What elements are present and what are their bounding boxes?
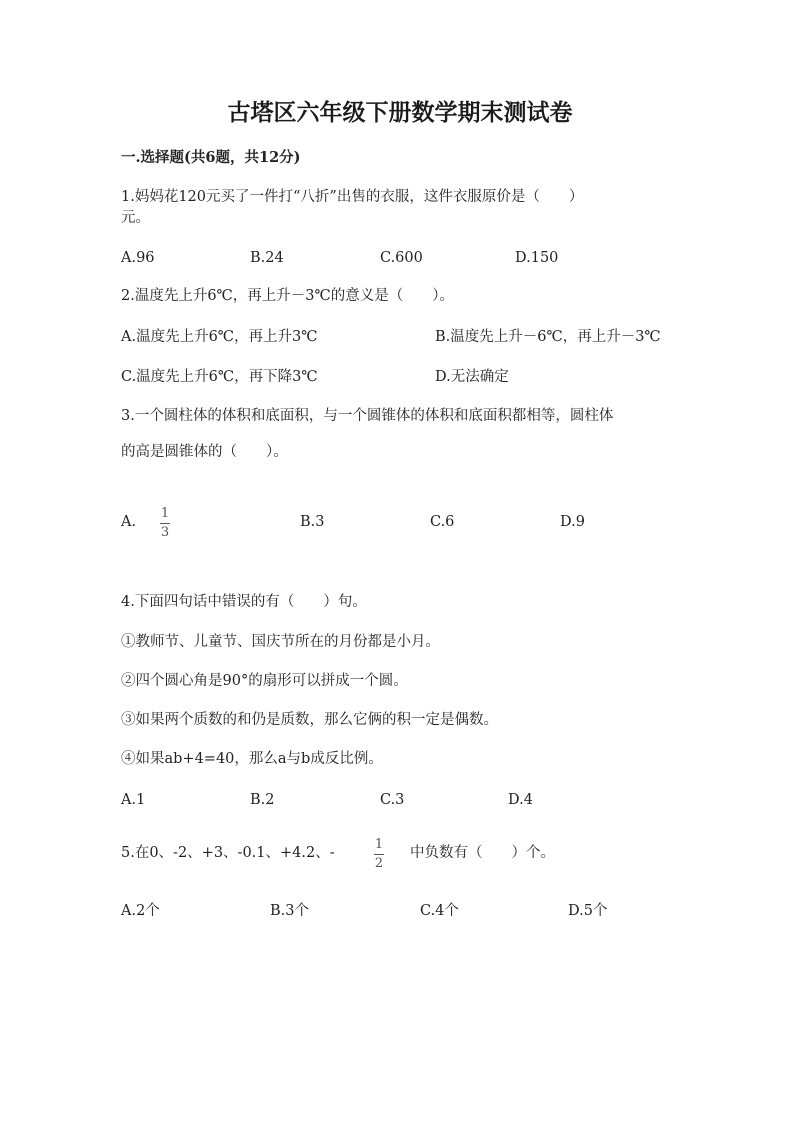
- question-3-stem-line-1: 3.一个圆柱体的体积和底面积，与一个圆锥体的体积和底面积都相等，圆柱体: [121, 408, 614, 424]
- question-4-statement-2: ②四个圆心角是90°的扇形可以拼成一个圆。: [121, 673, 408, 689]
- question-2-option-a[interactable]: A.温度先上升6℃，再上升3℃: [121, 329, 318, 345]
- question-3-stem-line-2: 的高是圆锥体的（ ）。: [121, 444, 288, 460]
- question-1-stem-line-1: 1.妈妈花120元买了一件打“八折”出售的衣服，这件衣服原价是（ ）: [121, 189, 584, 205]
- question-1-option-b[interactable]: B.24: [250, 250, 284, 266]
- fraction-numerator: 1: [160, 506, 170, 521]
- page-title: 古塔区六年级下册数学期末测试卷: [227, 99, 573, 126]
- question-5-option-a[interactable]: A.2个: [121, 903, 160, 919]
- question-4-option-b[interactable]: B.2: [250, 792, 275, 808]
- fraction-denominator: 3: [160, 525, 170, 540]
- question-5-option-d[interactable]: D.5个: [568, 903, 608, 919]
- question-1-stem-line-2: 元。: [121, 210, 150, 226]
- question-4-statement-4: ④如果ab+4=40，那么a与b成反比例。: [121, 751, 383, 767]
- fraction-denominator: 2: [374, 856, 384, 871]
- question-2-stem: 2.温度先上升6℃，再上升－3℃的意义是（ ）。: [121, 288, 454, 304]
- question-3-option-c[interactable]: C.6: [430, 514, 455, 530]
- question-2-option-d[interactable]: D.无法确定: [435, 369, 509, 385]
- question-1-option-a[interactable]: A.96: [121, 250, 155, 266]
- question-5-stem-prefix: 5.在0、-2、+3、-0.1、+4.2、-: [121, 845, 335, 861]
- question-1-option-c[interactable]: C.600: [380, 250, 423, 266]
- fraction-bar: [374, 854, 384, 855]
- question-4-option-d[interactable]: D.4: [508, 792, 533, 808]
- question-3-option-b[interactable]: B.3: [300, 514, 325, 530]
- question-5-option-b[interactable]: B.3个: [270, 903, 309, 919]
- question-2-option-b[interactable]: B.温度先上升－6℃，再上升－3℃: [435, 329, 661, 345]
- question-3-option-a-fraction: [160, 507, 170, 540]
- section-heading: 一.选择题(共6题，共12分): [121, 149, 301, 166]
- question-4-statement-3: ③如果两个质数的和仍是质数，那么它俩的积一定是偶数。: [121, 712, 498, 728]
- question-4-option-a[interactable]: A.1: [121, 792, 146, 808]
- question-5-fraction: [374, 838, 384, 871]
- question-3-option-d[interactable]: D.9: [560, 514, 585, 530]
- fraction-numerator: 1: [374, 837, 384, 852]
- question-4-stem: 4.下面四句话中错误的有（ ）句。: [121, 594, 367, 610]
- question-5-stem-suffix: 中负数有（ ）个。: [410, 845, 555, 861]
- question-4-option-c[interactable]: C.3: [380, 792, 405, 808]
- question-2-option-c[interactable]: C.温度先上升6℃，再下降3℃: [121, 369, 318, 385]
- question-4-statement-1: ①教师节、儿童节、国庆节所在的月份都是小月。: [121, 634, 440, 650]
- fraction-bar: [160, 523, 170, 524]
- question-1-option-d[interactable]: D.150: [515, 250, 559, 266]
- question-3-option-a-label[interactable]: A.: [121, 514, 137, 530]
- question-5-option-c[interactable]: C.4个: [420, 903, 459, 919]
